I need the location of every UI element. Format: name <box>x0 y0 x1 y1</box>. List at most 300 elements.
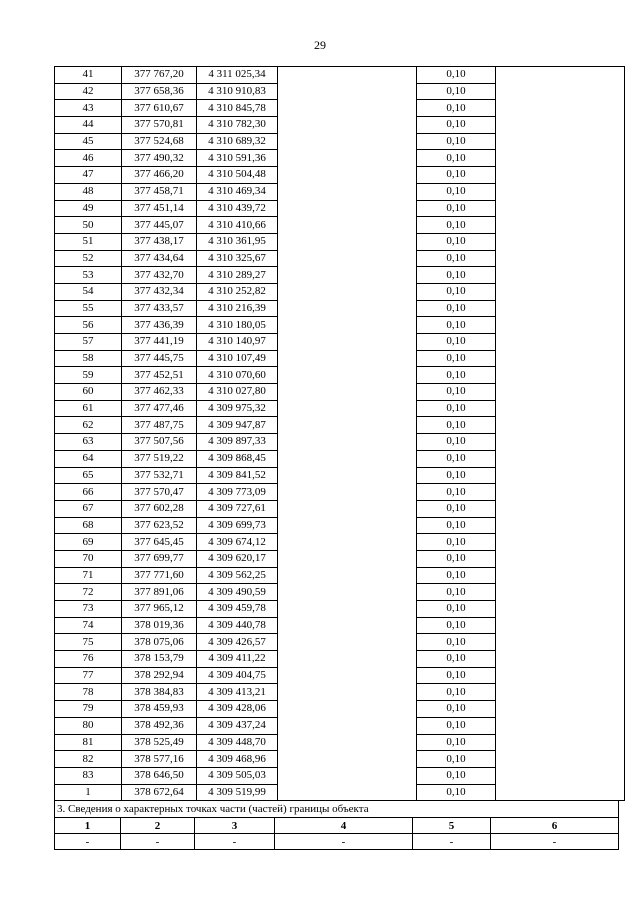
x-coordinate: 377 432,70 <box>122 267 197 284</box>
y-coordinate: 4 310 140,97 <box>197 334 278 351</box>
accuracy-value: 0,10 <box>417 384 496 401</box>
y-coordinate: 4 310 439,72 <box>197 200 278 217</box>
empty-cell <box>496 217 625 234</box>
accuracy-value: 0,10 <box>417 317 496 334</box>
point-number: 62 <box>55 417 122 434</box>
x-coordinate: 378 075,06 <box>122 634 197 651</box>
accuracy-value: 0,10 <box>417 567 496 584</box>
point-number: 48 <box>55 183 122 200</box>
empty-cell <box>278 283 417 300</box>
empty-cell: - <box>55 834 121 850</box>
table-row <box>55 350 625 367</box>
y-coordinate: 4 310 070,60 <box>197 367 278 384</box>
point-number: 61 <box>55 400 122 417</box>
table-row <box>55 400 625 417</box>
empty-cell <box>278 334 417 351</box>
table-row <box>55 317 625 334</box>
y-coordinate: 4 310 180,05 <box>197 317 278 334</box>
y-coordinate: 4 309 426,57 <box>197 634 278 651</box>
accuracy-value: 0,10 <box>417 350 496 367</box>
y-coordinate: 4 309 975,32 <box>197 400 278 417</box>
empty-cell <box>496 384 625 401</box>
point-number: 76 <box>55 651 122 668</box>
column-number: 4 <box>275 818 413 834</box>
column-number: 2 <box>121 818 195 834</box>
point-number: 46 <box>55 150 122 167</box>
x-coordinate: 377 771,60 <box>122 567 197 584</box>
table-row <box>55 584 625 601</box>
empty-cell <box>496 784 625 801</box>
table-row <box>55 67 625 84</box>
empty-cell <box>496 300 625 317</box>
empty-cell <box>278 217 417 234</box>
empty-cell <box>496 117 625 134</box>
empty-cell <box>496 283 625 300</box>
empty-cell <box>278 784 417 801</box>
table-row <box>55 517 625 534</box>
table-row <box>55 500 625 517</box>
empty-cell <box>278 767 417 784</box>
y-coordinate: 4 309 841,52 <box>197 467 278 484</box>
accuracy-value: 0,10 <box>417 150 496 167</box>
table-row <box>55 233 625 250</box>
x-coordinate: 377 490,32 <box>122 150 197 167</box>
accuracy-value: 0,10 <box>417 250 496 267</box>
empty-cell <box>278 250 417 267</box>
x-coordinate: 377 519,22 <box>122 450 197 467</box>
column-number: 3 <box>195 818 275 834</box>
x-coordinate: 377 570,47 <box>122 484 197 501</box>
y-coordinate: 4 309 448,70 <box>197 734 278 751</box>
empty-cell <box>278 450 417 467</box>
table-row <box>55 167 625 184</box>
point-number: 52 <box>55 250 122 267</box>
table-row <box>55 384 625 401</box>
y-coordinate: 4 310 252,82 <box>197 283 278 300</box>
empty-cell <box>496 484 625 501</box>
table-row <box>55 651 625 668</box>
x-coordinate: 378 646,50 <box>122 767 197 784</box>
empty-cell: - <box>275 834 413 850</box>
point-number: 80 <box>55 717 122 734</box>
y-coordinate: 4 310 289,27 <box>197 267 278 284</box>
empty-cell <box>496 450 625 467</box>
y-coordinate: 4 310 689,32 <box>197 133 278 150</box>
empty-cell <box>496 250 625 267</box>
y-coordinate: 4 310 591,36 <box>197 150 278 167</box>
x-coordinate: 377 466,20 <box>122 167 197 184</box>
table-row <box>55 534 625 551</box>
y-coordinate: 4 310 107,49 <box>197 350 278 367</box>
empty-cell <box>496 667 625 684</box>
empty-cell <box>278 534 417 551</box>
point-number: 41 <box>55 67 122 84</box>
empty-cell <box>278 751 417 768</box>
table-row <box>55 133 625 150</box>
empty-cell <box>496 601 625 618</box>
empty-cell <box>496 417 625 434</box>
y-coordinate: 4 309 411,22 <box>197 651 278 668</box>
accuracy-value: 0,10 <box>417 300 496 317</box>
y-coordinate: 4 309 413,21 <box>197 684 278 701</box>
empty-cell <box>496 734 625 751</box>
y-coordinate: 4 309 437,24 <box>197 717 278 734</box>
accuracy-value: 0,10 <box>417 767 496 784</box>
x-coordinate: 377 441,19 <box>122 334 197 351</box>
accuracy-value: 0,10 <box>417 233 496 250</box>
table-row <box>55 667 625 684</box>
x-coordinate: 377 445,07 <box>122 217 197 234</box>
y-coordinate: 4 309 440,78 <box>197 617 278 634</box>
accuracy-value: 0,10 <box>417 167 496 184</box>
x-coordinate: 378 384,83 <box>122 684 197 701</box>
accuracy-value: 0,10 <box>417 67 496 84</box>
point-number: 64 <box>55 450 122 467</box>
empty-cell <box>496 634 625 651</box>
point-number: 51 <box>55 233 122 250</box>
accuracy-value: 0,10 <box>417 467 496 484</box>
y-coordinate: 4 309 519,99 <box>197 784 278 801</box>
x-coordinate: 378 672,64 <box>122 784 197 801</box>
x-coordinate: 377 507,56 <box>122 434 197 451</box>
empty-cell <box>278 117 417 134</box>
empty-cell <box>496 767 625 784</box>
empty-cell <box>278 384 417 401</box>
point-number: 72 <box>55 584 122 601</box>
accuracy-value: 0,10 <box>417 601 496 618</box>
point-number: 63 <box>55 434 122 451</box>
empty-cell <box>278 584 417 601</box>
accuracy-value: 0,10 <box>417 183 496 200</box>
point-number: 83 <box>55 767 122 784</box>
table-row <box>55 717 625 734</box>
point-number: 1 <box>55 784 122 801</box>
y-coordinate: 4 309 773,09 <box>197 484 278 501</box>
empty-cell <box>496 701 625 718</box>
x-coordinate: 378 019,36 <box>122 617 197 634</box>
y-coordinate: 4 309 620,17 <box>197 550 278 567</box>
empty-cell: - <box>413 834 491 850</box>
table-row <box>55 250 625 267</box>
column-number: 6 <box>491 818 619 834</box>
accuracy-value: 0,10 <box>417 684 496 701</box>
column-number: 1 <box>55 818 121 834</box>
accuracy-value: 0,10 <box>417 717 496 734</box>
empty-cell <box>496 517 625 534</box>
y-coordinate: 4 309 947,87 <box>197 417 278 434</box>
point-number: 74 <box>55 617 122 634</box>
accuracy-value: 0,10 <box>417 634 496 651</box>
empty-cell <box>278 701 417 718</box>
accuracy-value: 0,10 <box>417 334 496 351</box>
table-row <box>55 601 625 618</box>
table-row <box>55 617 625 634</box>
empty-cell <box>278 183 417 200</box>
point-number: 81 <box>55 734 122 751</box>
y-coordinate: 4 309 404,75 <box>197 667 278 684</box>
empty-cell <box>278 667 417 684</box>
accuracy-value: 0,10 <box>417 667 496 684</box>
table-row <box>55 100 625 117</box>
empty-cell <box>496 584 625 601</box>
table-row <box>55 484 625 501</box>
accuracy-value: 0,10 <box>417 651 496 668</box>
table-row <box>55 434 625 451</box>
accuracy-value: 0,10 <box>417 83 496 100</box>
table-row <box>55 267 625 284</box>
x-coordinate: 377 434,64 <box>122 250 197 267</box>
accuracy-value: 0,10 <box>417 400 496 417</box>
point-number: 65 <box>55 467 122 484</box>
y-coordinate: 4 310 027,80 <box>197 384 278 401</box>
x-coordinate: 378 153,79 <box>122 651 197 668</box>
empty-cell <box>496 434 625 451</box>
table-row <box>55 550 625 567</box>
empty-cell <box>278 400 417 417</box>
y-coordinate: 4 309 562,25 <box>197 567 278 584</box>
table-row <box>55 784 625 801</box>
page-number: 29 <box>314 38 326 52</box>
table-row <box>55 767 625 784</box>
y-coordinate: 4 310 410,66 <box>197 217 278 234</box>
point-number: 54 <box>55 283 122 300</box>
x-coordinate: 377 658,36 <box>122 83 197 100</box>
x-coordinate: 378 492,36 <box>122 717 197 734</box>
empty-cell <box>278 517 417 534</box>
x-coordinate: 377 451,14 <box>122 200 197 217</box>
point-number: 43 <box>55 100 122 117</box>
empty-cell <box>496 83 625 100</box>
accuracy-value: 0,10 <box>417 417 496 434</box>
table-row <box>55 83 625 100</box>
accuracy-value: 0,10 <box>417 367 496 384</box>
empty-cell <box>496 651 625 668</box>
empty-cell <box>496 100 625 117</box>
empty-cell <box>278 634 417 651</box>
accuracy-value: 0,10 <box>417 617 496 634</box>
y-coordinate: 4 309 897,33 <box>197 434 278 451</box>
x-coordinate: 377 462,33 <box>122 384 197 401</box>
accuracy-value: 0,10 <box>417 434 496 451</box>
accuracy-value: 0,10 <box>417 584 496 601</box>
point-number: 71 <box>55 567 122 584</box>
empty-cell <box>278 651 417 668</box>
empty-cell <box>496 167 625 184</box>
empty-cell <box>496 534 625 551</box>
x-coordinate: 377 699,77 <box>122 550 197 567</box>
y-coordinate: 4 310 845,78 <box>197 100 278 117</box>
y-coordinate: 4 309 674,12 <box>197 534 278 551</box>
empty-cell <box>278 717 417 734</box>
accuracy-value: 0,10 <box>417 100 496 117</box>
empty-cell <box>278 550 417 567</box>
x-coordinate: 378 525,49 <box>122 734 197 751</box>
accuracy-value: 0,10 <box>417 267 496 284</box>
empty-cell <box>496 150 625 167</box>
empty-cell <box>496 334 625 351</box>
y-coordinate: 4 309 868,45 <box>197 450 278 467</box>
x-coordinate: 377 532,71 <box>122 467 197 484</box>
empty-cell <box>278 167 417 184</box>
point-number: 42 <box>55 83 122 100</box>
empty-cell <box>496 267 625 284</box>
accuracy-value: 0,10 <box>417 450 496 467</box>
empty-cell <box>496 400 625 417</box>
empty-cell <box>278 83 417 100</box>
point-number: 67 <box>55 500 122 517</box>
table-row <box>55 283 625 300</box>
empty-cell <box>278 434 417 451</box>
point-number: 68 <box>55 517 122 534</box>
x-coordinate: 377 436,39 <box>122 317 197 334</box>
empty-cell <box>496 550 625 567</box>
table-row <box>55 467 625 484</box>
table-row <box>55 734 625 751</box>
point-number: 55 <box>55 300 122 317</box>
empty-cell <box>278 350 417 367</box>
point-number: 53 <box>55 267 122 284</box>
empty-cell <box>278 567 417 584</box>
empty-cell: - <box>121 834 195 850</box>
empty-cell <box>496 233 625 250</box>
empty-cell <box>278 484 417 501</box>
table-row <box>55 701 625 718</box>
x-coordinate: 378 292,94 <box>122 667 197 684</box>
x-coordinate: 377 432,34 <box>122 283 197 300</box>
x-coordinate: 378 577,16 <box>122 751 197 768</box>
x-coordinate: 377 487,75 <box>122 417 197 434</box>
empty-cell <box>278 267 417 284</box>
point-number: 59 <box>55 367 122 384</box>
empty-cell <box>278 200 417 217</box>
x-coordinate: 377 477,46 <box>122 400 197 417</box>
y-coordinate: 4 309 468,96 <box>197 751 278 768</box>
y-coordinate: 4 310 361,95 <box>197 233 278 250</box>
y-coordinate: 4 310 782,30 <box>197 117 278 134</box>
point-number: 82 <box>55 751 122 768</box>
empty-cell <box>278 133 417 150</box>
empty-cell <box>496 67 625 84</box>
accuracy-value: 0,10 <box>417 500 496 517</box>
x-coordinate: 377 602,28 <box>122 500 197 517</box>
table-row <box>55 417 625 434</box>
y-coordinate: 4 310 325,67 <box>197 250 278 267</box>
point-number: 57 <box>55 334 122 351</box>
empty-cell <box>496 317 625 334</box>
table-row <box>55 634 625 651</box>
x-coordinate: 377 645,45 <box>122 534 197 551</box>
y-coordinate: 4 309 699,73 <box>197 517 278 534</box>
y-coordinate: 4 309 490,59 <box>197 584 278 601</box>
table-row <box>55 567 625 584</box>
x-coordinate: 377 570,81 <box>122 117 197 134</box>
table-row <box>55 684 625 701</box>
empty-cell <box>496 567 625 584</box>
accuracy-value: 0,10 <box>417 217 496 234</box>
table-row <box>55 183 625 200</box>
x-coordinate: 377 610,67 <box>122 100 197 117</box>
table-row <box>55 367 625 384</box>
accuracy-value: 0,10 <box>417 701 496 718</box>
empty-cell: - <box>195 834 275 850</box>
x-coordinate: 378 459,93 <box>122 701 197 718</box>
y-coordinate: 4 309 459,78 <box>197 601 278 618</box>
x-coordinate: 377 524,68 <box>122 133 197 150</box>
point-number: 77 <box>55 667 122 684</box>
empty-cell <box>278 467 417 484</box>
accuracy-value: 0,10 <box>417 200 496 217</box>
empty-cell <box>278 500 417 517</box>
accuracy-value: 0,10 <box>417 534 496 551</box>
empty-cell <box>496 467 625 484</box>
table-row <box>55 334 625 351</box>
x-coordinate: 377 458,71 <box>122 183 197 200</box>
table-row <box>55 751 625 768</box>
accuracy-value: 0,10 <box>417 484 496 501</box>
column-number: 5 <box>413 818 491 834</box>
x-coordinate: 377 767,20 <box>122 67 197 84</box>
empty-cell <box>278 233 417 250</box>
accuracy-value: 0,10 <box>417 133 496 150</box>
coordinates-table <box>54 66 625 801</box>
empty-cell <box>278 150 417 167</box>
x-coordinate: 377 452,51 <box>122 367 197 384</box>
point-number: 45 <box>55 133 122 150</box>
y-coordinate: 4 310 216,39 <box>197 300 278 317</box>
point-number: 70 <box>55 550 122 567</box>
point-number: 69 <box>55 534 122 551</box>
empty-cell <box>496 200 625 217</box>
empty-cell <box>278 417 417 434</box>
empty-cell <box>496 684 625 701</box>
y-coordinate: 4 309 505,03 <box>197 767 278 784</box>
accuracy-value: 0,10 <box>417 517 496 534</box>
point-number: 79 <box>55 701 122 718</box>
y-coordinate: 4 310 910,83 <box>197 83 278 100</box>
empty-cell <box>496 617 625 634</box>
x-coordinate: 377 623,52 <box>122 517 197 534</box>
x-coordinate: 377 891,06 <box>122 584 197 601</box>
point-number: 47 <box>55 167 122 184</box>
y-coordinate: 4 310 504,48 <box>197 167 278 184</box>
y-coordinate: 4 309 428,06 <box>197 701 278 718</box>
empty-cell <box>278 67 417 84</box>
table-row <box>55 450 625 467</box>
empty-cell <box>278 684 417 701</box>
table-row <box>55 150 625 167</box>
point-number: 78 <box>55 684 122 701</box>
empty-cell <box>496 367 625 384</box>
accuracy-value: 0,10 <box>417 734 496 751</box>
empty-cell <box>278 300 417 317</box>
table-row <box>55 300 625 317</box>
accuracy-value: 0,10 <box>417 550 496 567</box>
empty-cell <box>496 500 625 517</box>
y-coordinate: 4 309 727,61 <box>197 500 278 517</box>
point-number: 49 <box>55 200 122 217</box>
point-number: 50 <box>55 217 122 234</box>
x-coordinate: 377 445,75 <box>122 350 197 367</box>
x-coordinate: 377 433,57 <box>122 300 197 317</box>
empty-cell <box>496 717 625 734</box>
point-number: 73 <box>55 601 122 618</box>
table-row <box>55 200 625 217</box>
empty-cell <box>278 100 417 117</box>
empty-cell <box>496 751 625 768</box>
empty-cell <box>496 350 625 367</box>
section3-heading: 3. Сведения о характерных точках части (частей) границы объекта <box>55 801 619 818</box>
point-number: 58 <box>55 350 122 367</box>
